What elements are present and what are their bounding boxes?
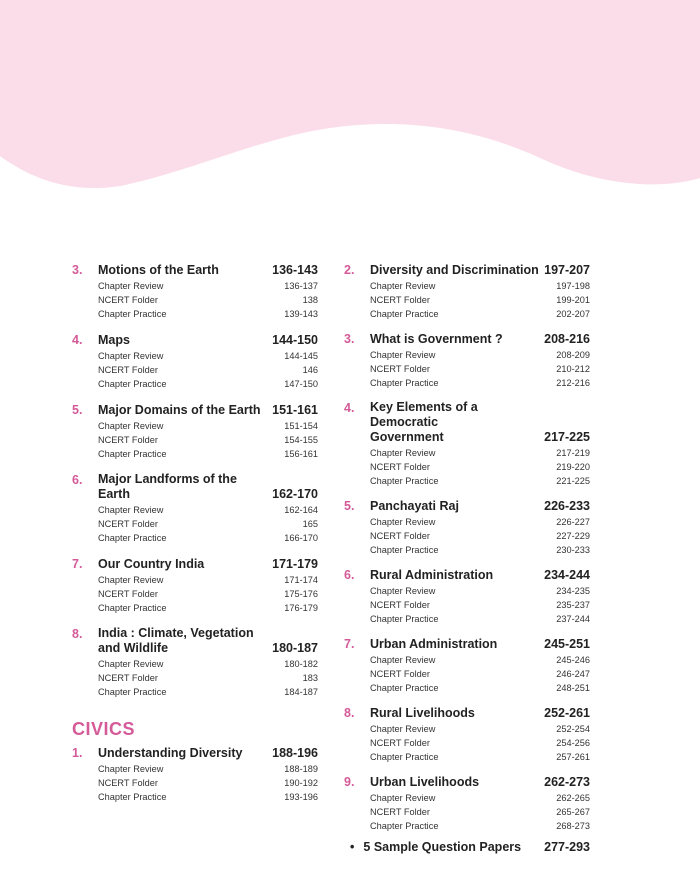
chapter-number: 7. (72, 557, 83, 571)
chapter-heading (370, 774, 590, 790)
subsection-label: NCERT Folder (370, 364, 430, 374)
subsection-pages: 180-182 (284, 659, 318, 669)
subsection-label: Chapter Practice (98, 309, 167, 319)
chapter-page-range: 144-150 (272, 333, 318, 347)
subsection-row[interactable] (370, 612, 590, 626)
subsection-label: Chapter Practice (98, 792, 167, 802)
chapter-heading (370, 262, 590, 278)
chapter-title: Maps (98, 333, 130, 347)
subsection-row[interactable] (98, 601, 318, 615)
chapter-number: 9. (344, 775, 355, 789)
chapter-number: 3. (344, 332, 355, 346)
subsection-label: Chapter Practice (370, 378, 439, 388)
subsection-row[interactable] (98, 790, 318, 804)
subsection-label: Chapter Practice (370, 476, 439, 486)
subsection-label: NCERT Folder (98, 673, 158, 683)
subsection-pages: 144-145 (284, 351, 318, 361)
subsection-label: NCERT Folder (98, 365, 158, 375)
subsection-row[interactable] (370, 543, 590, 557)
subsection-row[interactable] (370, 667, 590, 681)
toc-chapter[interactable] (344, 774, 590, 833)
chapter-page-range: 162-170 (272, 487, 318, 501)
subsection-pages: 230-233 (556, 545, 590, 555)
chapter-page-range: 234-244 (544, 568, 590, 582)
chapter-number: 6. (344, 568, 355, 582)
subsection-row[interactable] (98, 657, 318, 671)
subsection-label: NCERT Folder (370, 738, 430, 748)
subsection-row[interactable] (98, 419, 318, 433)
subsection-label: Chapter Review (98, 505, 164, 515)
subsection-row[interactable] (370, 750, 590, 764)
subsection-pages: 136-137 (284, 281, 318, 291)
chapter-title: Key Elements of a Democratic Government (370, 400, 478, 444)
subsection-row[interactable] (98, 349, 318, 363)
chapter-page-range: 262-273 (544, 775, 590, 789)
chapter-title: Our Country India (98, 557, 205, 571)
subsection-pages: 165 (302, 519, 318, 529)
subsection-row[interactable] (370, 819, 590, 833)
subsection-pages: 188-189 (284, 764, 318, 774)
subsection-label: Chapter Review (98, 575, 164, 585)
subsection-row[interactable] (370, 722, 590, 736)
subsection-pages: 184-187 (284, 687, 318, 697)
toc-chapter[interactable] (72, 556, 318, 615)
subsection-label: NCERT Folder (370, 462, 430, 472)
header-wave-band (0, 0, 700, 200)
subsection-pages: 226-227 (556, 517, 590, 527)
subsection-pages: 176-179 (284, 603, 318, 613)
chapter-heading (370, 498, 590, 514)
subsection-pages: 154-155 (284, 435, 318, 445)
subsection-row[interactable] (98, 573, 318, 587)
subsection-pages: 248-251 (556, 683, 590, 693)
subsection-pages: 262-265 (556, 793, 590, 803)
subsection-pages: 193-196 (284, 792, 318, 802)
subsection-row[interactable] (98, 293, 318, 307)
sample-papers-entry[interactable] (350, 840, 590, 854)
subsection-label: NCERT Folder (98, 295, 158, 305)
chapter-title: Major Landforms of the Earth (98, 472, 237, 501)
chapter-page-range: 226-233 (544, 499, 590, 513)
subsection-row[interactable] (370, 446, 590, 460)
subsection-label: Chapter Review (98, 281, 164, 291)
chapter-heading (98, 626, 318, 656)
chapter-page-range: 217-225 (544, 430, 590, 444)
subsection-label: Chapter Practice (98, 449, 167, 459)
chapter-heading (98, 556, 318, 572)
chapter-title: Urban Administration (370, 637, 498, 651)
subsection-pages: 171-174 (284, 575, 318, 585)
subsection-label: Chapter Review (98, 421, 164, 431)
chapter-page-range: 208-216 (544, 332, 590, 346)
subsection-row[interactable] (98, 517, 318, 531)
subsection-pages: 235-237 (556, 600, 590, 610)
subsection-row[interactable] (370, 307, 590, 321)
subsection-row[interactable] (98, 447, 318, 461)
subsection-row[interactable] (98, 377, 318, 391)
subsection-label: NCERT Folder (370, 807, 430, 817)
subsection-row[interactable] (370, 460, 590, 474)
chapter-number: 8. (72, 627, 83, 641)
toc-chapter[interactable] (72, 332, 318, 391)
subsection-row[interactable] (370, 529, 590, 543)
subsection-label: Chapter Practice (98, 687, 167, 697)
subsection-label: NCERT Folder (370, 531, 430, 541)
subsection-pages: 221-225 (556, 476, 590, 486)
subsection-label: NCERT Folder (370, 600, 430, 610)
chapter-page-range: 171-179 (272, 557, 318, 571)
toc-chapter[interactable] (344, 262, 590, 321)
toc-chapter[interactable] (72, 262, 318, 321)
subsection-pages: 146 (302, 365, 318, 375)
toc-chapter[interactable] (344, 498, 590, 557)
subsection-pages: 175-176 (284, 589, 318, 599)
subsection-label: Chapter Review (370, 281, 436, 291)
subsection-row[interactable] (98, 587, 318, 601)
subsection-label: NCERT Folder (98, 519, 158, 529)
subsection-label: Chapter Practice (370, 309, 439, 319)
subsection-pages: 219-220 (556, 462, 590, 472)
toc-right-column (344, 262, 590, 854)
subsection-label: Chapter Practice (370, 614, 439, 624)
chapter-page-range: 197-207 (544, 263, 590, 277)
subsection-row[interactable] (370, 598, 590, 612)
toc-chapter[interactable] (72, 745, 318, 804)
chapter-number: 3. (72, 263, 83, 277)
subsection-label: NCERT Folder (98, 778, 158, 788)
subsection-row[interactable] (98, 685, 318, 699)
subsection-row[interactable] (370, 791, 590, 805)
subsection-label: Chapter Practice (98, 603, 167, 613)
subsection-label: Chapter Practice (370, 821, 439, 831)
subsection-row[interactable] (370, 736, 590, 750)
chapter-heading (98, 402, 318, 418)
chapter-title: Rural Livelihoods (370, 706, 475, 720)
subsection-pages: 138 (302, 295, 318, 305)
subsection-label: NCERT Folder (98, 589, 158, 599)
subsection-row[interactable] (370, 805, 590, 819)
subsection-label: Chapter Review (98, 764, 164, 774)
subsection-row[interactable] (98, 776, 318, 790)
subsection-pages: 237-244 (556, 614, 590, 624)
subsection-pages: 190-192 (284, 778, 318, 788)
subsection-pages: 227-229 (556, 531, 590, 541)
subsection-row[interactable] (98, 671, 318, 685)
subsection-pages: 197-198 (556, 281, 590, 291)
chapter-heading (370, 705, 590, 721)
subsection-row[interactable] (370, 279, 590, 293)
chapter-heading (98, 262, 318, 278)
chapter-number: 5. (344, 499, 355, 513)
subsection-label: Chapter Review (370, 350, 436, 360)
chapter-heading (370, 400, 590, 445)
toc-chapter[interactable] (344, 636, 590, 695)
subsection-label: NCERT Folder (370, 295, 430, 305)
chapter-title: Urban Livelihoods (370, 775, 480, 789)
toc-chapter[interactable] (344, 705, 590, 764)
chapter-title: Understanding Diversity (98, 746, 243, 760)
subsection-pages: 217-219 (556, 448, 590, 458)
chapter-page-range: 136-143 (272, 263, 318, 277)
subsection-label: Chapter Review (370, 724, 436, 734)
subsection-row[interactable] (98, 279, 318, 293)
civics-chapter-list (72, 745, 318, 804)
subsection-row[interactable] (370, 681, 590, 695)
toc-left-column (72, 262, 318, 804)
subsection-label: Chapter Review (370, 793, 436, 803)
subsection-pages: 245-246 (556, 655, 590, 665)
subsection-label: Chapter Practice (98, 533, 167, 543)
header-wave-shape (0, 0, 700, 188)
subsection-label: NCERT Folder (370, 669, 430, 679)
subsection-row[interactable] (98, 363, 318, 377)
subsection-label: Chapter Practice (98, 379, 167, 389)
chapter-title: Panchayati Raj (370, 499, 459, 513)
left-chapter-list (72, 262, 318, 699)
subsection-pages: 202-207 (556, 309, 590, 319)
subsection-pages: 268-273 (556, 821, 590, 831)
subsection-pages: 252-254 (556, 724, 590, 734)
chapter-number: 4. (72, 333, 83, 347)
chapter-title: Major Domains of the Earth (98, 403, 261, 417)
subsection-row[interactable] (370, 362, 590, 376)
chapter-number: 4. (344, 401, 355, 415)
subsection-row[interactable] (370, 584, 590, 598)
chapter-heading (98, 472, 318, 502)
subsection-label: Chapter Review (370, 586, 436, 596)
subsection-row[interactable] (370, 515, 590, 529)
subsection-pages: 147-150 (284, 379, 318, 389)
chapter-heading (370, 636, 590, 652)
chapter-heading (98, 332, 318, 348)
toc-chapter[interactable] (72, 472, 318, 545)
toc-chapter[interactable] (344, 331, 590, 390)
subsection-label: Chapter Practice (370, 752, 439, 762)
subsection-row[interactable] (370, 653, 590, 667)
chapter-heading (98, 745, 318, 761)
subsection-pages: 254-256 (556, 738, 590, 748)
subsection-label: Chapter Review (98, 659, 164, 669)
chapter-page-range: 188-196 (272, 746, 318, 760)
subsection-pages: 246-247 (556, 669, 590, 679)
chapter-number: 1. (72, 746, 83, 760)
subsection-row[interactable] (370, 376, 590, 390)
sample-papers-label: 5 Sample Question Papers (363, 840, 522, 854)
chapter-title: Motions of the Earth (98, 263, 219, 277)
toc-chapter[interactable] (344, 400, 590, 488)
subsection-pages: 166-170 (284, 533, 318, 543)
subsection-label: Chapter Review (370, 517, 436, 527)
subsection-pages: 234-235 (556, 586, 590, 596)
subsection-pages: 151-154 (284, 421, 318, 431)
subsection-label: Chapter Review (370, 448, 436, 458)
chapter-title: Rural Administration (370, 568, 494, 582)
subsection-pages: 265-267 (556, 807, 590, 817)
subsection-pages: 139-143 (284, 309, 318, 319)
chapter-page-range: 245-251 (544, 637, 590, 651)
subsection-pages: 183 (302, 673, 318, 683)
chapter-title: India : Climate, Vegetation and Wildlife (98, 626, 254, 655)
subsection-row[interactable] (370, 474, 590, 488)
subsection-pages: 208-209 (556, 350, 590, 360)
chapter-number: 7. (344, 637, 355, 651)
subsection-row[interactable] (98, 503, 318, 517)
toc-chapter[interactable] (72, 626, 318, 699)
subsection-row[interactable] (98, 531, 318, 545)
chapter-page-range: 180-187 (272, 641, 318, 655)
subsection-pages: 162-164 (284, 505, 318, 515)
toc-chapter[interactable] (72, 402, 318, 461)
subsection-pages: 199-201 (556, 295, 590, 305)
right-chapter-list (344, 262, 590, 833)
subsection-row[interactable] (98, 307, 318, 321)
subsection-label: Chapter Review (370, 655, 436, 665)
subsection-row[interactable] (370, 293, 590, 307)
chapter-title: What is Government ? (370, 332, 503, 346)
chapter-number: 2. (344, 263, 355, 277)
chapter-page-range: 252-261 (544, 706, 590, 720)
subsection-label: Chapter Practice (370, 545, 439, 555)
bullet-icon: • (350, 840, 355, 854)
section-title-civics: CIVICS (72, 719, 136, 739)
subsection-label: Chapter Practice (370, 683, 439, 693)
chapter-title: Diversity and Discrimination (370, 263, 539, 277)
chapter-number: 5. (72, 403, 83, 417)
subsection-pages: 210-212 (556, 364, 590, 374)
subsection-row[interactable] (370, 348, 590, 362)
subsection-label: NCERT Folder (98, 435, 158, 445)
subsection-pages: 212-216 (556, 378, 590, 388)
subsection-row[interactable] (98, 433, 318, 447)
chapter-number: 6. (72, 473, 83, 487)
chapter-heading (370, 331, 590, 347)
chapter-page-range: 151-161 (272, 403, 318, 417)
subsection-label: Chapter Review (98, 351, 164, 361)
subsection-pages: 156-161 (284, 449, 318, 459)
chapter-number: 8. (344, 706, 355, 720)
subsection-pages: 257-261 (556, 752, 590, 762)
subsection-row[interactable] (98, 762, 318, 776)
chapter-heading (370, 567, 590, 583)
sample-papers-range: 277-293 (544, 840, 590, 854)
toc-chapter[interactable] (344, 567, 590, 626)
